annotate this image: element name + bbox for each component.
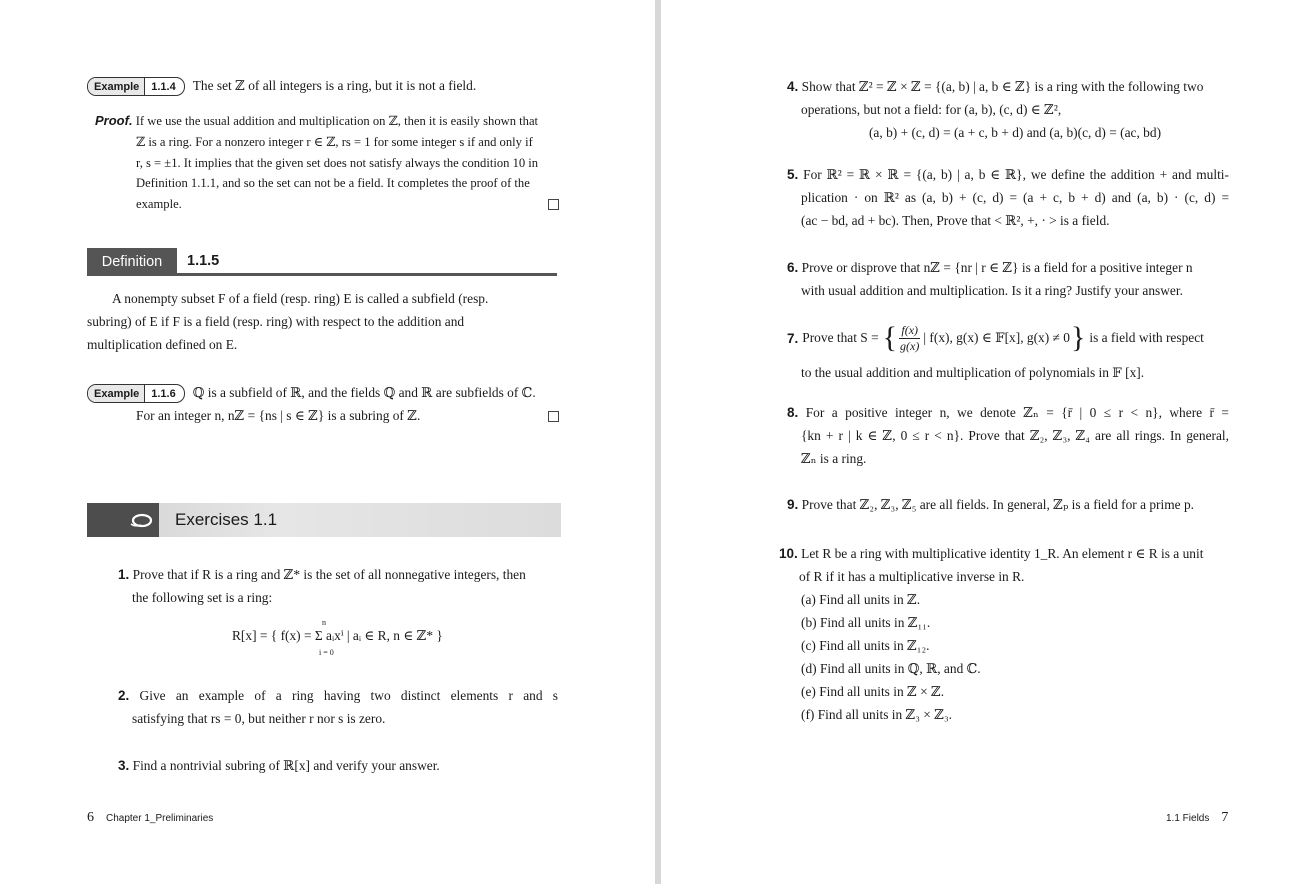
exercise-text: is a field with respect xyxy=(1089,329,1204,345)
section-label: 1.1 Fields xyxy=(1166,813,1210,824)
definition-line: A nonempty subset F of a field (resp. ring) E is called a subfield (resp. xyxy=(112,291,489,306)
right-brace: } xyxy=(1070,321,1086,354)
example-text: For an integer n, nℤ = {ns | s ∈ ℤ} is a subring of ℤ. xyxy=(136,407,421,423)
exercise-7: 7. Prove that S = { f(x) g(x) | f(x), g(x) ∈ 𝔽[x], g(x) ≠ 0 } is a field with respect to the usual addition and multiplication of polynomials in 𝔽 [x]. xyxy=(787,318,1232,384)
exercises-title: Exercises 1.1 xyxy=(175,510,278,529)
set-condition: | f(x), g(x) ∈ 𝔽[x], g(x) ≠ 0 xyxy=(923,329,1070,345)
qed-box xyxy=(548,411,559,422)
exercise-9: 9. Prove that ℤ₂, ℤ₃, ℤ₅ are all fields. In general, ℤₚ is a field for a prime p. xyxy=(787,497,1194,512)
exercise-formula: (a, b) + (c, d) = (a + c, b + d) and (a, b)(c, d) = (ac, bd) xyxy=(868,125,1162,140)
exercises-header xyxy=(87,503,561,537)
fraction: f(x) g(x) xyxy=(900,322,920,353)
definition-number: 1.1.5 xyxy=(187,253,220,269)
left-brace: { xyxy=(882,321,898,354)
definition-header xyxy=(87,248,557,276)
exercise-text: Prove that if R is a ring and ℤ* is the set of all nonnegative integers, then xyxy=(132,567,526,582)
page-number: 7 xyxy=(1221,810,1229,825)
exercise-text: of R if it has a multiplicative inverse in R. xyxy=(799,569,1025,584)
example-badge: Example 1.1.4 xyxy=(87,77,185,96)
exercise-text: the following set is a ring: xyxy=(132,590,273,605)
exercise-text: Give an example of a ring having two distinct elements r and s xyxy=(139,688,559,703)
exercise-text: Show that ℤ² = ℤ × ℤ = {(a, b) | a, b ∈ ℤ} is a ring with the following two xyxy=(801,79,1204,94)
exercise-text: Prove or disprove that nℤ = {nr | r ∈ ℤ} is a field for a positive integer n xyxy=(801,260,1193,275)
example-1-1-4 xyxy=(87,76,567,97)
sum-upper-limit: n xyxy=(322,618,326,627)
example-text: The set ℤ of all integers is a ring, but it is not a field. xyxy=(192,78,477,93)
exercise-text: operations, but not a field: for (a, b), (c, d) ∈ ℤ², xyxy=(801,102,1062,117)
exercise-text: For a positive integer n, we denote ℤₙ = {r̄ | 0 ≤ r < n}, where r̄ = xyxy=(805,405,1229,420)
proof-block xyxy=(95,110,565,215)
footer-right xyxy=(1166,808,1228,826)
proof-line: ℤ is a ring. For a nonzero integer r ∈ ℤ, rs = 1 for some integer s if and only if xyxy=(136,134,533,149)
example-1-1-6 xyxy=(87,383,567,427)
exercise-5: 5. For ℝ² = ℝ × ℝ = {(a, b) | a, b ∈ ℝ}, we define the addition + and multi- plication · on ℝ² as (a, b) + (c, d) = (a + c, b + d) and (a, b) · (c, d) = (ac − bd, ad + bc). Then, Prove that < ℝ², +, · > is a field. xyxy=(787,163,1229,232)
exercise-subitem: (f) Find all units in ℤ₃ × ℤ₃. xyxy=(801,707,952,722)
footer-left xyxy=(87,808,213,826)
proof-line: r, s = ±1. It implies that the given set does not satisfy always the condition 10 in xyxy=(136,155,539,170)
exercise-text: Find a nontrivial subring of ℝ[x] and verify your answer. xyxy=(132,758,440,773)
definition-line: multiplication defined on E. xyxy=(87,337,238,352)
exercise-3: 3. Find a nontrivial subring of ℝ[x] and verify your answer. xyxy=(118,758,440,773)
exercise-2: 2. Give an example of a ring having two distinct elements r and s satisfying that rs = 0, but neither r nor s is zero. xyxy=(118,684,558,730)
exercise-text: ℤₙ is a ring. xyxy=(801,451,867,466)
exercise-1: 1. Prove that if R is a ring and ℤ* is the set of all nonnegative integers, then the following set is a ring: xyxy=(118,563,563,609)
exercise-text: Let R be a ring with multiplicative identity 1_R. An element r ∈ R is a unit xyxy=(801,546,1204,561)
exercise-text: Prove that ℤ₂, ℤ₃, ℤ₅ are all fields. In general, ℤₚ is a field for a prime p. xyxy=(801,497,1194,512)
sum-lower-limit: i = 0 xyxy=(319,648,334,657)
swirl-icon xyxy=(129,513,153,528)
left-page xyxy=(0,0,655,884)
example-text: ℚ is a subfield of ℝ, and the fields ℚ and ℝ are subfields of ℂ. xyxy=(192,385,536,400)
right-page xyxy=(661,0,1316,884)
proof-line: Definition 1.1.1, and so the set can not be a field. It completes the proof of the xyxy=(136,176,530,191)
definition-line: subring) of E if F is a field (resp. ring) with respect to the addition and xyxy=(87,314,465,329)
exercise-text: plication · on ℝ² as (a, b) + (c, d) = (a + c, b + d) and (a, b) · (c, d) = xyxy=(801,190,1229,205)
proof-line: example. xyxy=(136,197,182,212)
exercise-subitem: (b) Find all units in ℤ₁₁. xyxy=(801,615,931,630)
proof-label: Proof. xyxy=(95,113,133,128)
exercise-text: satisfying that rs = 0, but neither r nor s is zero. xyxy=(132,711,386,726)
exercise-text: (ac − bd, ad + bc). Then, Prove that < ℝ², +, · > is a field. xyxy=(801,213,1110,228)
page-number: 6 xyxy=(87,810,94,825)
definition-body xyxy=(87,287,560,356)
exercise-text: to the usual addition and multiplication of polynomials in 𝔽 [x]. xyxy=(801,365,1145,380)
formula-ring-of-polynomials: R[x] = { f(x) = Σ aᵢxⁱ | aᵢ ∈ R, n ∈ ℤ* } xyxy=(232,628,443,643)
exercise-subitem: (e) Find all units in ℤ × ℤ. xyxy=(801,684,945,699)
chapter-label: Chapter 1_Preliminaries xyxy=(106,813,214,824)
exercise-text: with usual addition and multiplication. Is it a ring? Justify your answer. xyxy=(801,283,1183,298)
exercise-text: For ℝ² = ℝ × ℝ = {(a, b) | a, b ∈ ℝ}, we define the addition + and multi- xyxy=(803,167,1229,182)
exercise-text: {kn + r | k ∈ ℤ, 0 ≤ r < n}. Prove that ℤ₂, ℤ₃, ℤ₄ are all rings. In general, xyxy=(801,428,1229,443)
exercise-6: 6. Prove or disprove that nℤ = {nr | r ∈ ℤ} is a field for a positive integer n with usual addition and multiplication. Is it a ring? Justify your answer. xyxy=(787,256,1229,302)
exercise-subitem: (a) Find all units in ℤ. xyxy=(801,592,921,607)
proof-line: If we use the usual addition and multiplication on ℤ, then it is easily shown that xyxy=(135,114,539,128)
exercise-8: 8. For a positive integer n, we denote ℤₙ = {r̄ | 0 ≤ r < n}, where r̄ = {kn + r | k ∈ ℤ, 0 ≤ r < n}. Prove that ℤ₂, ℤ₃, ℤ₄ are all rings. In general, ℤₙ is a ring. xyxy=(787,401,1229,470)
definition-label: Definition xyxy=(87,248,177,276)
exercise-10: 10. Let R be a ring with multiplicative identity 1_R. An element r ∈ R is a unit of R if it has a multiplicative inverse in R. (a) Find all units in ℤ. (b) Find all units in ℤ₁₁. (c) Find all units in ℤ₁₂. (d) Find all units in ℚ, ℝ, and ℂ. (e) Find all units in ℤ × ℤ. (f) Find all units in ℤ₃ × ℤ₃. xyxy=(779,542,1231,726)
exercise-subitem: (d) Find all units in ℚ, ℝ, and ℂ. xyxy=(801,661,981,676)
exercise-subitem: (c) Find all units in ℤ₁₂. xyxy=(801,638,930,653)
exercise-text: Prove that S = xyxy=(802,329,879,345)
qed-box xyxy=(548,199,559,210)
example-badge: Example 1.1.6 xyxy=(87,384,185,403)
exercise-4: 4. Show that ℤ² = ℤ × ℤ = {(a, b) | a, b ∈ ℤ} is a ring with the following two operations, but not a field: for (a, b), (c, d) ∈ ℤ², (a, b) + (c, d) = (a + c, b + d) and (a, b)(c, d) = (ac, bd) xyxy=(787,75,1229,144)
